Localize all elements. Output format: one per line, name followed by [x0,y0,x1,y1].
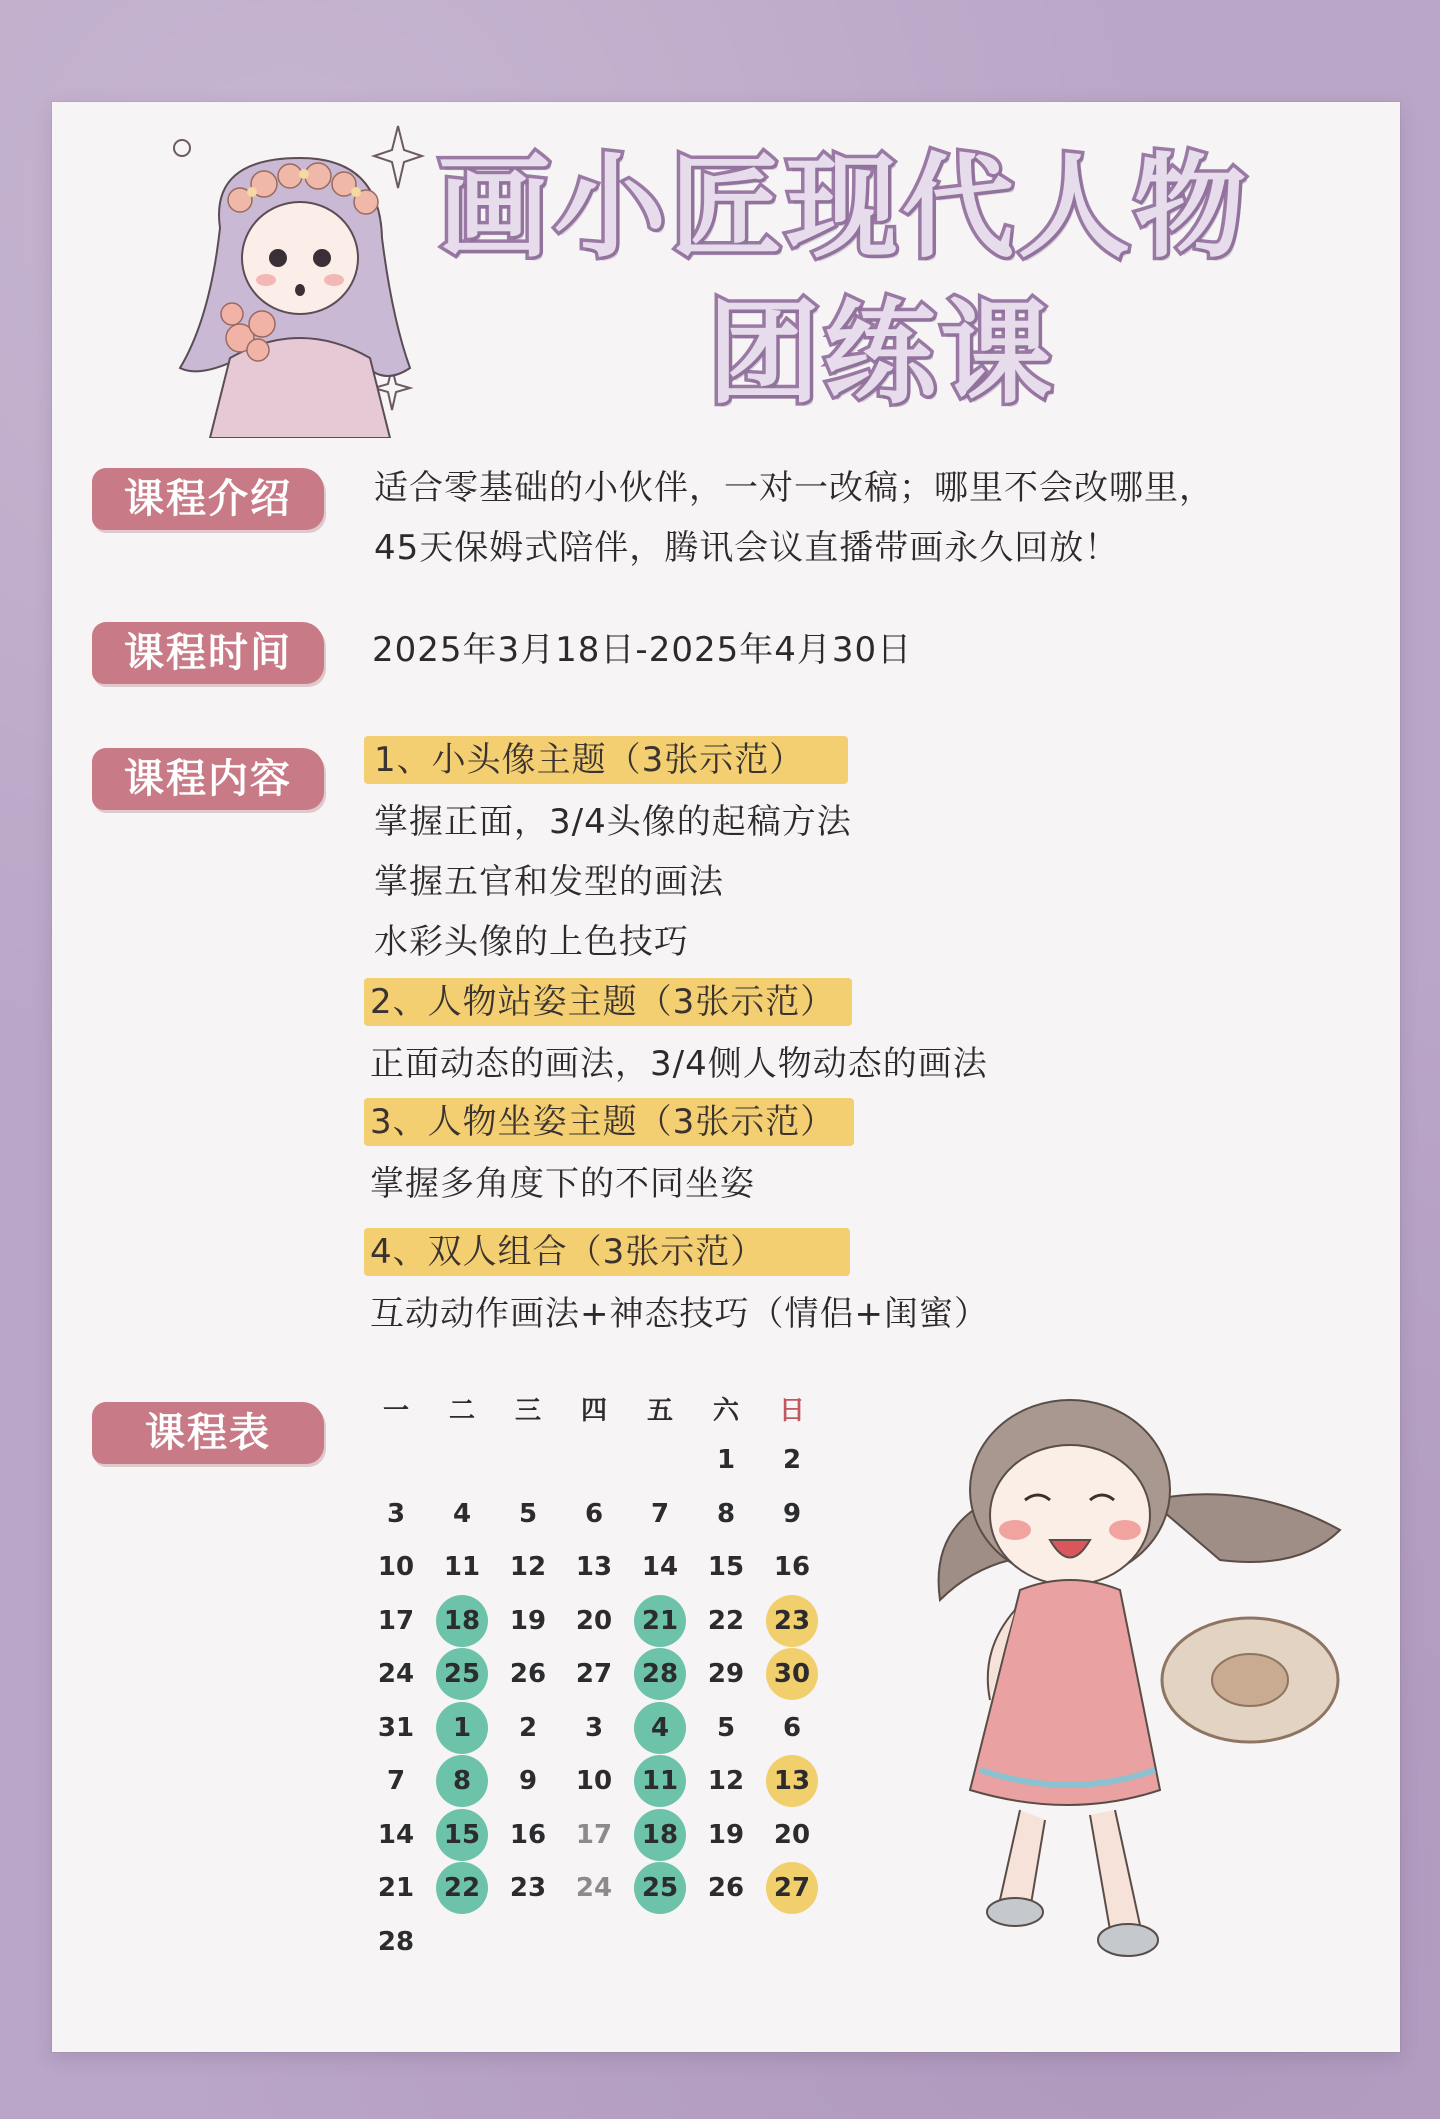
topic-4-line-1: 互动动作画法+神态技巧（情侣+闺蜜） [370,1294,989,1334]
running-girl-with-hat-illustration [920,1340,1360,2000]
calendar-day: 28 [377,1926,415,1957]
calendar-weekday-header: 二 [448,1396,475,1426]
calendar-day: 9 [518,1766,538,1796]
calendar-day: 31 [377,1712,415,1743]
calendar-day: 14 [377,1819,415,1850]
topic-1-line-1: 掌握正面，3/4头像的起稿方法 [374,802,852,842]
calendar-day: 23 [509,1873,547,1903]
calendar-weekday-header: 四 [580,1396,607,1426]
calendar-day: 24 [377,1659,415,1689]
calendar-day: 21 [377,1873,415,1903]
calendar-day: 26 [509,1659,547,1689]
calendar-day: 13 [766,1755,818,1807]
calendar-day: 5 [518,1498,538,1529]
calendar-day: 13 [575,1552,613,1582]
schedule-label: 课程表 [92,1402,324,1464]
calendar-day: 15 [436,1809,488,1861]
calendar-day: 1 [716,1445,736,1475]
calendar-day: 21 [634,1595,686,1647]
calendar-day: 29 [707,1659,745,1689]
calendar-day: 16 [773,1552,811,1582]
calendar-day: 23 [766,1595,818,1647]
intro-line-2: 45天保姆式陪伴，腾讯会议直播带画永久回放！ [374,528,1120,568]
topic-1-heading: 1、小头像主题（3张示范） [374,740,805,780]
calendar-day: 2 [782,1445,802,1475]
calendar-day: 19 [509,1605,547,1636]
topic-3-heading: 3、人物坐姿主题（3张示范） [370,1102,836,1142]
calendar-day: 27 [766,1862,818,1914]
calendar-day: 22 [707,1605,745,1636]
calendar-day: 6 [782,1712,802,1743]
topic-4-heading: 4、双人组合（3张示范） [370,1232,766,1272]
calendar-day: 2 [518,1712,538,1743]
calendar-weekday-header: 三 [514,1396,541,1426]
calendar-weekday-header: 五 [646,1396,673,1426]
topic-3-line-1: 掌握多角度下的不同坐姿 [370,1164,755,1204]
calendar-day: 12 [707,1766,745,1796]
calendar-day: 26 [707,1873,745,1903]
time-value: 2025年3月18日-2025年4月30日 [372,630,913,670]
calendar-day: 17 [377,1605,415,1636]
calendar-day: 11 [443,1552,481,1582]
calendar-day: 18 [634,1809,686,1861]
calendar-day: 5 [716,1712,736,1743]
calendar-day: 15 [707,1552,745,1582]
calendar-day: 8 [436,1755,488,1807]
topic-1-line-2: 掌握五官和发型的画法 [374,862,724,902]
calendar-day: 10 [575,1766,613,1796]
intro-label: 课程介绍 [92,468,324,530]
calendar-day: 7 [386,1766,406,1796]
calendar-day: 14 [641,1552,679,1582]
flower-crown-girl-illustration [160,118,440,438]
calendar-day: 11 [634,1755,686,1807]
calendar-day: 10 [377,1552,415,1582]
calendar-day: 20 [773,1819,811,1850]
page-title-line-2: 团练课 [708,289,1056,419]
calendar-day: 25 [436,1648,488,1700]
calendar-day: 8 [716,1498,736,1529]
calendar-day: 20 [575,1605,613,1636]
calendar-day: 4 [634,1702,686,1754]
calendar-day: 3 [584,1712,604,1743]
topic-2-heading: 2、人物站姿主题（3张示范） [370,982,836,1022]
time-label: 课程时间 [92,622,324,684]
calendar-weekday-header: 日 [778,1396,805,1426]
topic-2-line-1: 正面动态的画法，3/4侧人物动态的画法 [370,1044,988,1084]
calendar-day: 19 [707,1819,745,1850]
calendar-day: 17 [575,1819,613,1850]
calendar-weekday-header: 六 [712,1396,739,1426]
topic-1-line-3: 水彩头像的上色技巧 [374,922,689,962]
calendar-day: 6 [584,1498,604,1529]
calendar-day: 7 [650,1498,670,1529]
calendar-day: 28 [634,1648,686,1700]
calendar-day: 1 [436,1702,488,1754]
calendar-day: 30 [766,1648,818,1700]
calendar-day: 16 [509,1819,547,1850]
calendar-day: 3 [386,1498,406,1529]
calendar-day: 22 [436,1862,488,1914]
calendar-day: 27 [575,1659,613,1689]
content-label: 课程内容 [92,748,324,810]
calendar-day: 4 [452,1498,472,1529]
calendar-day: 18 [436,1595,488,1647]
calendar-day: 9 [782,1498,802,1529]
calendar-day: 12 [509,1552,547,1582]
page-title-line-1: 画小匠现代人物 [438,143,1250,273]
calendar-day: 24 [575,1873,613,1903]
intro-line-1: 适合零基础的小伙伴，一对一改稿；哪里不会改哪里， [374,468,1214,508]
calendar-day: 25 [634,1862,686,1914]
calendar-weekday-header: 一 [382,1396,409,1426]
